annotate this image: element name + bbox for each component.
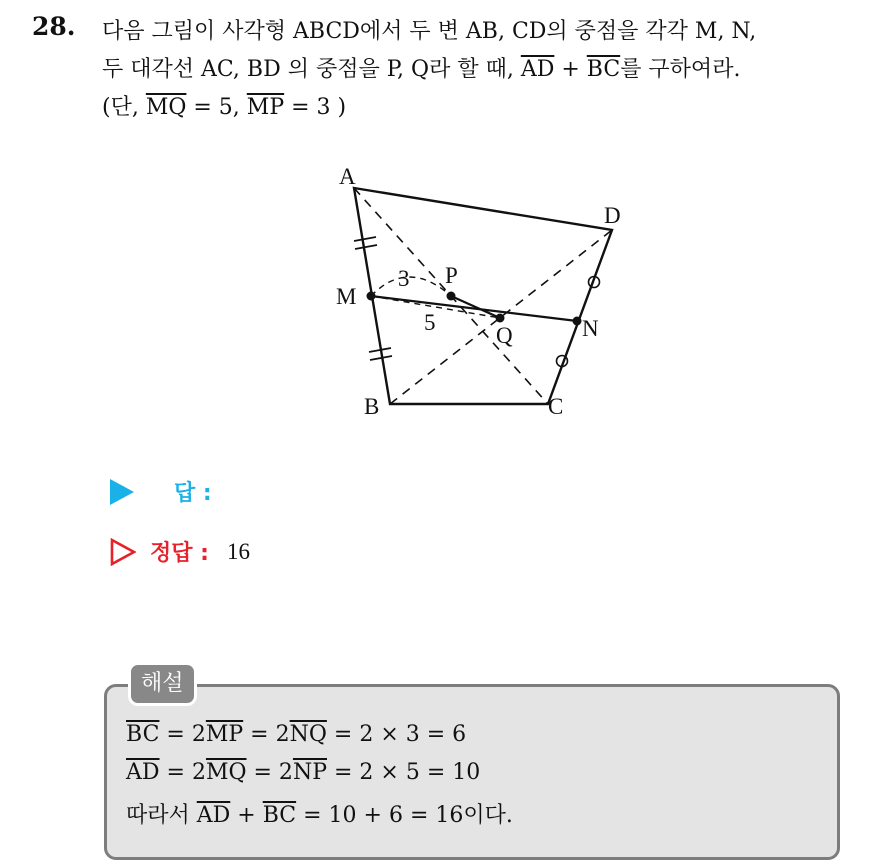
label-d: D (604, 203, 621, 228)
label-length-5: 5 (424, 310, 436, 335)
answer-label: 답 : (174, 481, 212, 506)
question-text: = 3 ) (284, 95, 347, 120)
question-text: 를 구하여라. (620, 57, 741, 82)
point-p (447, 292, 456, 301)
segment-mq: $\overline{MQ}$ (205, 760, 247, 785)
label-length-3: 3 (398, 266, 410, 291)
math-text: = 2 (246, 760, 293, 785)
play-triangle-icon (110, 479, 134, 505)
segment-mp: $\overline{MP}$ (205, 722, 244, 747)
segment-mq: $\overline{MQ}$ (145, 95, 187, 120)
explanation-line-1 (126, 722, 466, 747)
math-text: = 2 (243, 722, 290, 747)
question-line-3 (102, 90, 346, 121)
answer-row (110, 476, 212, 507)
label-p: P (445, 263, 458, 288)
tick-am-2 (355, 245, 377, 249)
quadrilateral-figure (318, 150, 648, 430)
label-a: A (339, 164, 356, 189)
correct-answer-row (110, 536, 250, 567)
segment-ad: $\overline{AD}$ (126, 760, 160, 785)
segment-nq: $\overline{NQ}$ (289, 722, 327, 747)
explanation-line-3 (126, 798, 513, 829)
math-text: + (230, 803, 263, 828)
segment-bc: $\overline{BC}$ (586, 57, 621, 82)
label-n: N (582, 316, 599, 341)
point-n (573, 317, 582, 326)
label-q: Q (496, 323, 513, 348)
math-text: = 2 × 3 = 6 (326, 722, 467, 747)
point-q (496, 314, 505, 323)
segment-np: $\overline{NP}$ (292, 760, 327, 785)
question-number: 28. (32, 12, 76, 41)
dimension-mp (371, 277, 451, 296)
outline-triangle-icon (110, 538, 136, 566)
correct-answer-value: 16 (226, 538, 250, 564)
math-text: = 2 (159, 722, 206, 747)
question-line-2 (102, 52, 740, 83)
math-text: = 10 + 6 = 16이다. (296, 803, 513, 828)
correct-answer-label: 정답 : (150, 541, 209, 566)
segment-ad: $\overline{AD}$ (520, 57, 555, 82)
segment-bc: $\overline{BC}$ (126, 722, 160, 747)
math-text: = 2 × 5 = 10 (327, 760, 481, 785)
explanation-tag: 해설 (128, 662, 197, 706)
question-text: (단, (102, 95, 146, 120)
question-text: 두 대각선 AC, BD 의 중점을 P, Q라 할 때, (102, 57, 521, 82)
segment-mn (371, 296, 577, 321)
question-line-1: 다음 그림이 사각형 ABCD에서 두 변 AB, CD의 중점을 각각 M, N, (102, 19, 757, 44)
explanation-line-2 (126, 760, 480, 785)
point-m (367, 292, 376, 301)
segment-ad: $\overline{AD}$ (196, 803, 231, 828)
label-m: M (336, 284, 357, 309)
math-text: 따라서 (126, 803, 197, 828)
plus-sign: + (554, 57, 587, 82)
tick-am-1 (354, 237, 376, 241)
segment-bc: $\overline{BC}$ (262, 803, 297, 828)
label-c: C (548, 394, 564, 419)
math-text: = 2 (159, 760, 206, 785)
question-text: = 5, (186, 95, 247, 120)
segment-mp: $\overline{MP}$ (246, 95, 285, 120)
quadrilateral-abcd (354, 188, 612, 404)
label-b: B (364, 394, 380, 419)
